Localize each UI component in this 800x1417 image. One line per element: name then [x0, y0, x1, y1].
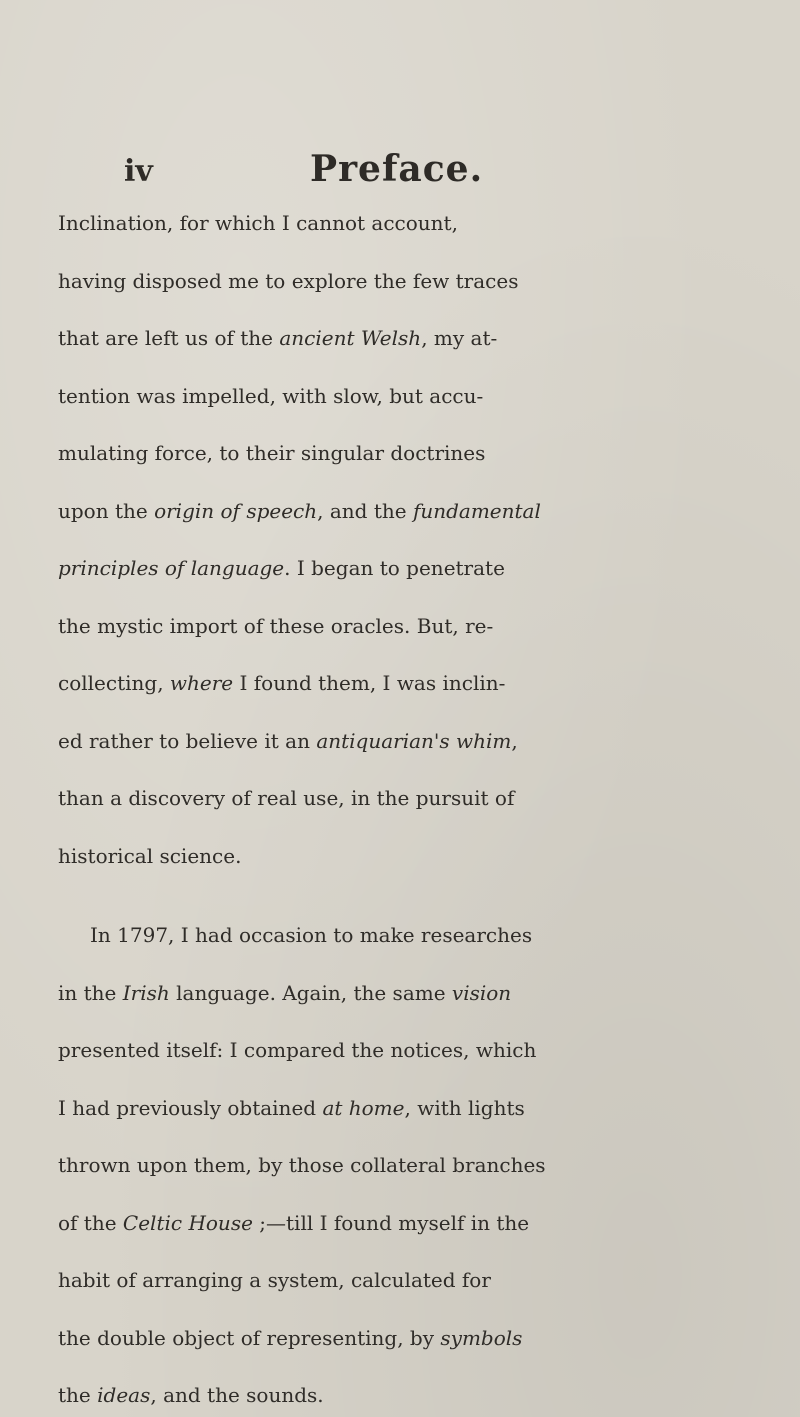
text-line: the mystic import of these oracles. But, re-	[58, 613, 494, 638]
text-line: I had previously obtained at home, with lights	[58, 1095, 525, 1120]
text-line: mulating force, to their singular doctrines	[58, 441, 486, 465]
text-line: of the Celtic House ;—till I found myself in the	[58, 1210, 530, 1235]
text-line: Inclination, for which I cannot account,	[58, 211, 458, 235]
page-header	[0, 140, 800, 200]
text-line: the double object of representing, by symbols	[58, 1325, 523, 1350]
text-line: having disposed me to explore the few traces	[58, 268, 519, 293]
text-line: the ideas, and the sounds.	[58, 1383, 324, 1407]
text-line: that are left us of the ancient Welsh, my at-	[58, 326, 498, 350]
text-line: than a discovery of real use, in the pursuit of	[58, 786, 515, 810]
text-line: historical science.	[58, 843, 242, 868]
text-line: principles of language. I began to penetrate	[58, 556, 505, 580]
text-line: thrown upon them, by those collateral branches	[58, 1153, 546, 1177]
text-line: upon the origin of speech, and the fundamental	[58, 498, 541, 523]
page-number: iv	[124, 154, 153, 189]
running-head: Preface.	[310, 148, 484, 190]
text-line: collecting, where I found them, I was inclin-	[58, 671, 506, 695]
text-line: presented itself: I compared the notices, which	[58, 1038, 537, 1062]
text-line: tention was impelled, with slow, but accu-	[58, 383, 484, 408]
text-line: habit of arranging a system, calculated for	[58, 1268, 491, 1292]
text-line: in the Irish language. Again, the same vision	[58, 980, 512, 1005]
text-line: In 1797, I had occasion to make researches	[90, 923, 533, 947]
text-line: ed rather to believe it an antiquarian's whim,	[58, 728, 518, 753]
